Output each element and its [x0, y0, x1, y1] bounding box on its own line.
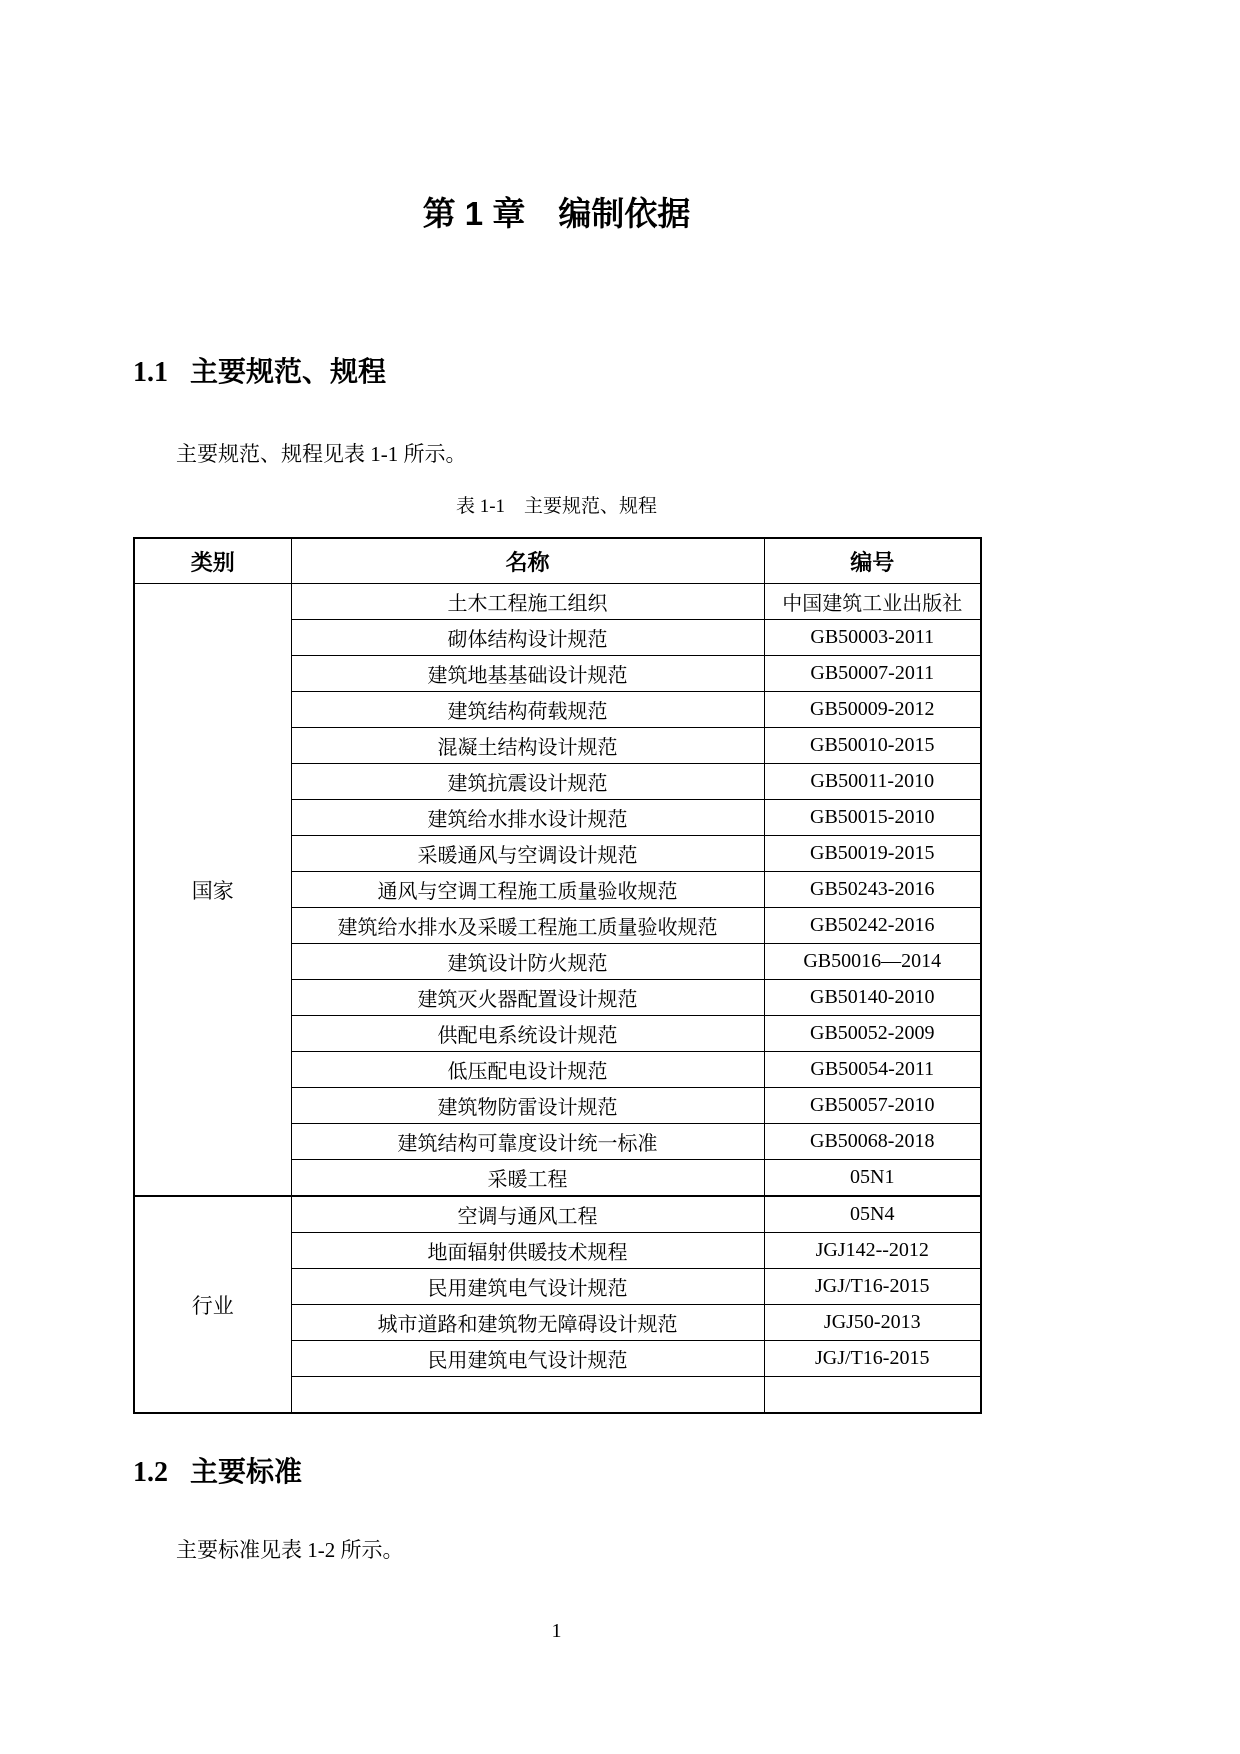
standards-table: [133, 537, 982, 1414]
name-cell: 民用建筑电气设计规范: [291, 1341, 764, 1377]
code-cell: JGJ142--2012: [764, 1233, 981, 1269]
table-caption: 表 1-1 主要规范、规程: [455, 496, 658, 517]
code-cell: GB50010-2015: [764, 728, 981, 764]
page-number: 1: [551, 1620, 562, 1642]
name-cell: 混凝土结构设计规范: [291, 728, 764, 764]
code-cell: GB50009-2012: [764, 692, 981, 728]
intro-paragraph-1-1: 主要规范、规程见表 1-1 所示。: [176, 442, 467, 466]
code-cell: GB50019-2015: [764, 836, 981, 872]
code-cell: GB50068-2018: [764, 1124, 981, 1160]
code-cell: GB50003-2011: [764, 620, 981, 656]
code-cell: 05N1: [764, 1160, 981, 1197]
name-cell: 城市道路和建筑物无障碍设计规范: [291, 1305, 764, 1341]
code-cell: JGJ/T16-2015: [764, 1341, 981, 1377]
code-cell: GB50057-2010: [764, 1088, 981, 1124]
name-cell: 建筑给水排水及采暖工程施工质量验收规范: [291, 908, 764, 944]
name-cell: 建筑抗震设计规范: [291, 764, 764, 800]
code-cell: GB50016—2014: [764, 944, 981, 980]
name-cell: 地面辐射供暖技术规程: [291, 1233, 764, 1269]
category-cell-national: 国家: [134, 584, 291, 1197]
code-cell: GB50052-2009: [764, 1016, 981, 1052]
name-cell: 建筑灭火器配置设计规范: [291, 980, 764, 1016]
name-cell: 建筑物防雷设计规范: [291, 1088, 764, 1124]
code-cell: JGJ/T16-2015: [764, 1269, 981, 1305]
name-cell: 建筑地基基础设计规范: [291, 656, 764, 692]
code-cell: GB50242-2016: [764, 908, 981, 944]
name-cell: 建筑结构可靠度设计统一标准: [291, 1124, 764, 1160]
name-cell: 低压配电设计规范: [291, 1052, 764, 1088]
section-heading-1-1: [133, 355, 386, 390]
name-cell: 空调与通风工程: [291, 1196, 764, 1233]
column-header-code: 编号: [764, 538, 981, 584]
section-label-1-1: 主要规范、规程: [190, 356, 387, 387]
name-cell: 建筑结构荷载规范: [291, 692, 764, 728]
name-cell: 建筑设计防火规范: [291, 944, 764, 980]
code-cell: [764, 1377, 981, 1414]
table-header-row: [134, 538, 981, 584]
name-cell: 采暖工程: [291, 1160, 764, 1197]
code-cell: GB50054-2011: [764, 1052, 981, 1088]
code-cell: GB50243-2016: [764, 872, 981, 908]
code-cell: GB50011-2010: [764, 764, 981, 800]
section-number-1-1: 1.1: [133, 357, 168, 388]
name-cell: 采暖通风与空调设计规范: [291, 836, 764, 872]
column-header-category: 类别: [134, 538, 291, 584]
chapter-title: 第 1 章 编制依据: [422, 195, 691, 232]
code-cell: GB50140-2010: [764, 980, 981, 1016]
code-cell: JGJ50-2013: [764, 1305, 981, 1341]
name-cell: 砌体结构设计规范: [291, 620, 764, 656]
name-cell: 民用建筑电气设计规范: [291, 1269, 764, 1305]
table-row: [134, 584, 981, 620]
table-row: [134, 1196, 981, 1233]
intro-paragraph-1-2: 主要标准见表 1-2 所示。: [176, 1538, 404, 1562]
name-cell: 供配电系统设计规范: [291, 1016, 764, 1052]
column-header-name: 名称: [291, 538, 764, 584]
code-cell: GB50007-2011: [764, 656, 981, 692]
section-heading-1-2: [133, 1455, 302, 1490]
name-cell: 土木工程施工组织: [291, 584, 764, 620]
section-number-1-2: 1.2: [133, 1457, 168, 1488]
name-cell: 通风与空调工程施工质量验收规范: [291, 872, 764, 908]
code-cell: 05N4: [764, 1196, 981, 1233]
name-cell: 建筑给水排水设计规范: [291, 800, 764, 836]
code-cell: 中国建筑工业出版社: [764, 584, 981, 620]
section-label-1-2: 主要标准: [190, 1456, 303, 1487]
name-cell: [291, 1377, 764, 1414]
category-cell-industry: 行业: [134, 1196, 291, 1413]
code-cell: GB50015-2010: [764, 800, 981, 836]
